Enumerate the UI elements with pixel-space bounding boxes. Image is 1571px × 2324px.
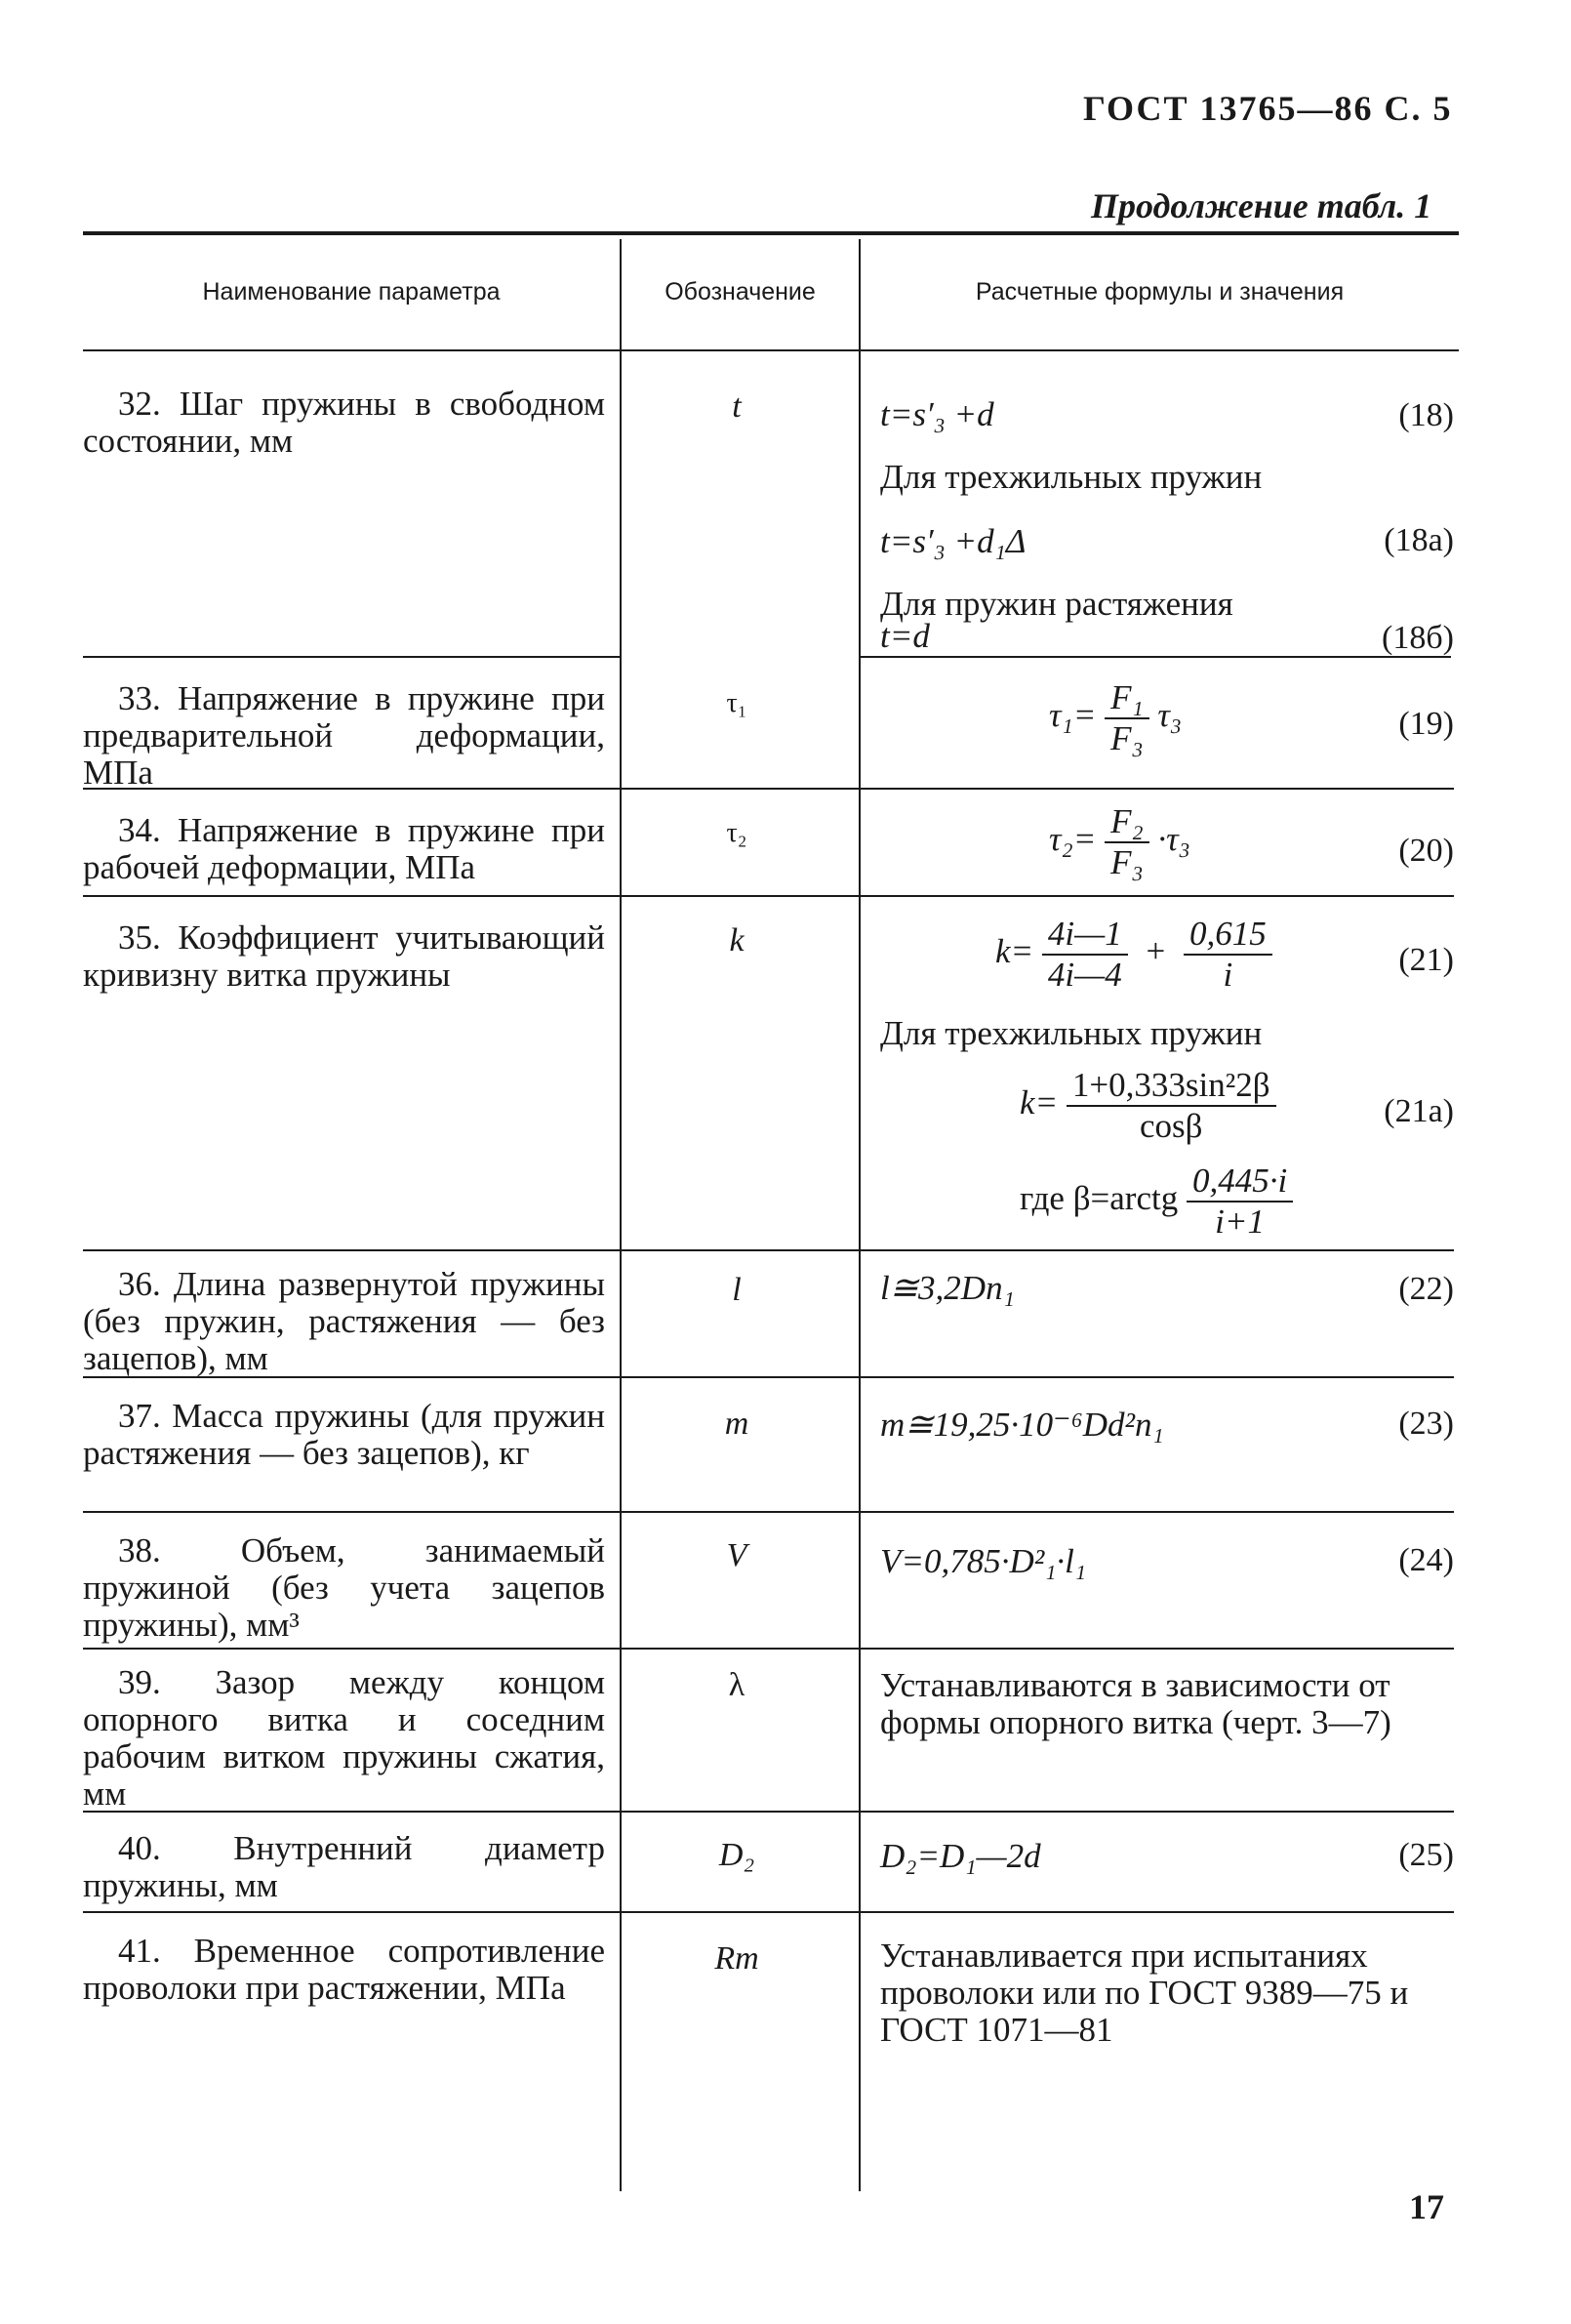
eq-number-21: (21)	[1398, 942, 1454, 978]
symbol-37: m	[724, 1406, 749, 1442]
text-39: Устанавливаются в зависимости от формы опорного витка (черт. 3—7)	[880, 1666, 1391, 1741]
param-34: 34. Напряжение в пружине при рабочей деформации, МПа	[83, 811, 605, 886]
formula-18a: t=s′₃ +d₁Δ	[880, 522, 1027, 560]
column-header-symbol: Обозначение	[665, 278, 816, 306]
formula-beta: где β=arctg $\frac{0,445\cdot i}{i+1}$	[1020, 1162, 1293, 1242]
text-41: Устанавливается при испытаниях проволоки или по ГОСТ 9389—75 и ГОСТ 1071—81	[880, 1937, 1409, 2049]
column-header-parameter: Наименование параметра	[202, 278, 501, 306]
eq-number-19: (19)	[1398, 706, 1454, 742]
formula-23: m≅19,25·10⁻⁶Dd²n₁	[880, 1406, 1164, 1444]
param-35: 35. Коэффициент учитывающий кривизну витка пружины	[83, 918, 605, 994]
eq-number-23: (23)	[1398, 1406, 1454, 1442]
formula-21: k= $\frac{4i—1}{4i—4}$ + $\frac{0,615}{i}$	[995, 915, 1272, 995]
param-33: 33. Напряжение в пружине при предварительной деформации, МПа	[83, 679, 605, 792]
symbol-32: t	[732, 388, 742, 425]
symbol-35: k	[729, 922, 745, 958]
eq-number-20: (20)	[1398, 833, 1454, 869]
symbol-40: D₂	[718, 1837, 755, 1873]
eq-number-18a: (18а)	[1384, 522, 1454, 558]
formula-18: t=s′₃ +d	[880, 395, 994, 433]
formula-25: D₂=D₁—2d	[880, 1837, 1041, 1875]
column-header-formulas: Расчетные формулы и значения	[975, 278, 1345, 306]
eq-number-24: (24)	[1398, 1542, 1454, 1578]
row-separator	[83, 656, 620, 658]
symbol-34: τ₂	[726, 818, 747, 848]
eq-number-18b: (18б)	[1382, 620, 1454, 656]
eq-number-18: (18)	[1398, 397, 1454, 433]
symbol-38: V	[726, 1537, 747, 1573]
eq-number-22: (22)	[1398, 1271, 1454, 1307]
param-40: 40. Внутренний диаметр пружины, мм	[83, 1829, 605, 1904]
param-38: 38. Объем, занимаемый пружиной (без учета зацепов пружины), мм³	[83, 1531, 605, 1644]
formula-18b: t=d	[880, 617, 930, 655]
formula-19: τ₁= $\frac{\text{F₁}}{\text{F₃}}$ τ₃	[1049, 678, 1183, 757]
symbol-33: τ₁	[726, 688, 747, 718]
row-separator	[83, 895, 1454, 897]
symbol-39: λ	[728, 1667, 745, 1703]
param-32: 32. Шаг пружины в свободном состоянии, мм	[83, 385, 605, 460]
note-three-strand-2: Для трехжильных пружин	[880, 1014, 1263, 1052]
symbol-41: Rm	[714, 1940, 759, 1977]
param-39: 39. Зазор между концом опорного витка и соседним рабочим витком пружины сжатия, мм	[83, 1663, 605, 1813]
row-separator	[861, 656, 1451, 658]
note-three-strand: Для трехжильных пружин	[880, 458, 1263, 496]
page-number: 17	[1409, 2187, 1444, 2226]
param-37: 37. Масса пружины (для пружин растяжения — без зацепов), кг	[83, 1397, 605, 1472]
document-header: ГОСТ 13765—86 С. 5	[1083, 89, 1453, 128]
row-separator	[83, 1911, 1454, 1913]
column-divider-1	[620, 239, 622, 2191]
eq-number-25: (25)	[1398, 1837, 1454, 1873]
formula-22: l≅3,2Dn₁	[880, 1269, 1015, 1307]
note-extension: Для пружин растяжения	[880, 585, 1233, 623]
row-separator	[83, 1511, 1454, 1513]
row-separator	[83, 1648, 1454, 1650]
table-continuation-label: Продолжение табл. 1	[1091, 186, 1432, 225]
param-41: 41. Временное сопротивление проволоки при растяжении, МПа	[83, 1932, 605, 2007]
row-separator	[83, 1249, 1454, 1251]
formula-24: V=0,785·D²₁·l₁	[880, 1542, 1087, 1580]
formula-21a: k= $\frac{\text{1+0,333sin²2β}}{\cos\beta}$	[1020, 1066, 1276, 1146]
param-36: 36. Длина развернутой пружины (без пружин, растяжения — без зацепов), мм	[83, 1265, 605, 1377]
column-divider-2	[859, 239, 861, 2191]
symbol-36: l	[732, 1272, 742, 1308]
header-bottom-rule	[83, 349, 1459, 351]
table-top-rule	[83, 231, 1459, 235]
eq-number-21a: (21а)	[1384, 1093, 1454, 1129]
formula-20: τ₂= $\frac{\text{F₂}}{\text{F₃}}$ ·τ₃	[1049, 802, 1190, 881]
